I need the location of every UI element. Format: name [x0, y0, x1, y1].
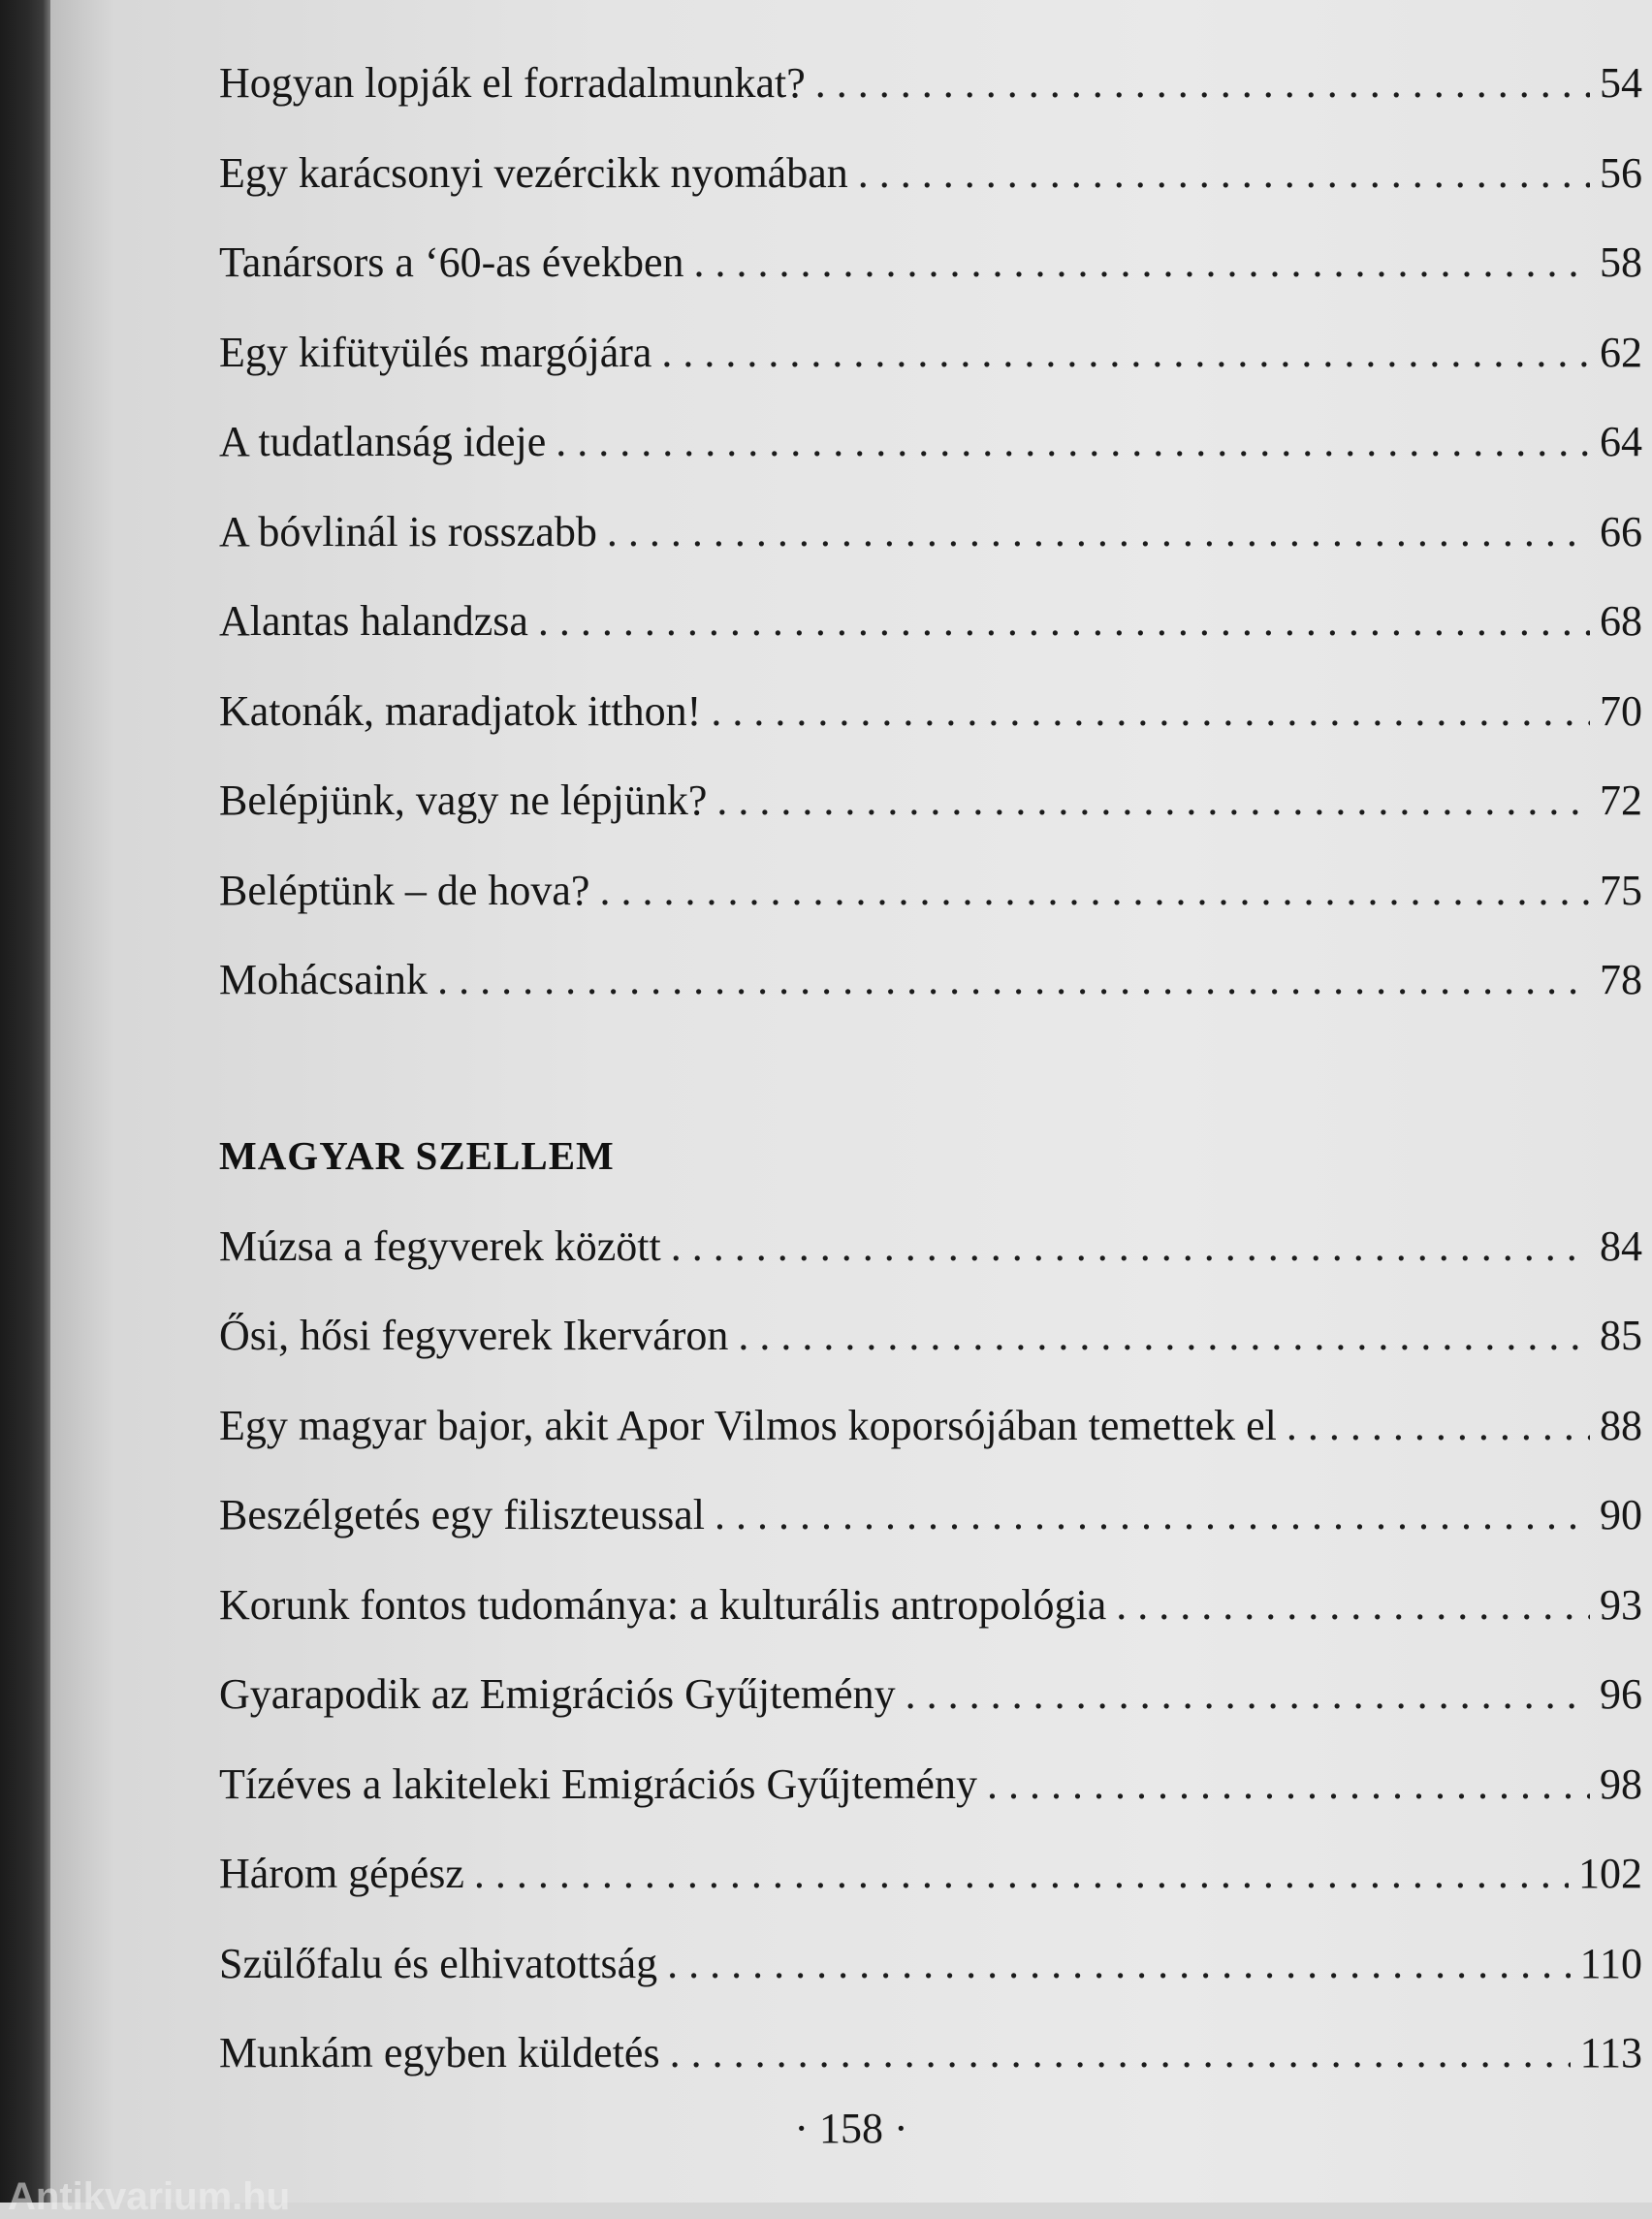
- toc-entry: [219, 1939, 1642, 2029]
- toc-entry-title: Egy magyar bajor, akit Apor Vilmos koporsójában temettek el: [219, 1401, 1277, 1449]
- toc-leader-dots: [905, 1669, 1590, 1719]
- section-gap: [219, 1045, 1642, 1132]
- toc-entry-title: Mohácsaink: [219, 956, 429, 1003]
- toc-entry: [219, 507, 1642, 597]
- toc-entry-title: Munkám egyben küldetés: [219, 2029, 660, 2076]
- toc-entry-title: Múzsa a fegyverek között: [219, 1221, 661, 1270]
- watermark-logo: Antikvarium.hu: [8, 2175, 291, 2218]
- toc-entry-page-number: 85: [1600, 1312, 1642, 1359]
- toc-entry-title: Gyarapodik az Emigrációs Gyűjtemény: [219, 1670, 896, 1718]
- toc-entry: [219, 776, 1642, 866]
- toc-entry-page-number: 110: [1579, 1939, 1642, 1987]
- toc-entry-page-number: 75: [1600, 866, 1642, 914]
- toc-entry-page-number: 70: [1600, 686, 1642, 735]
- toc-entry-page-number: 96: [1600, 1670, 1642, 1718]
- toc-entry-title: Tízéves a lakiteleki Emigrációs Gyűjtemény: [219, 1759, 977, 1808]
- toc-entry-page-number: 58: [1600, 238, 1642, 286]
- toc-entry-page-number: 102: [1578, 1850, 1642, 1897]
- toc-leader-dots: [670, 2028, 1571, 2077]
- toc-leader-dots: [671, 1221, 1590, 1271]
- toc-entry-page-number: 88: [1600, 1401, 1642, 1449]
- toc-entry: [219, 596, 1642, 686]
- toc-leader-dots: [858, 148, 1590, 198]
- toc-entry-title: A tudatlanság ideje: [219, 418, 547, 465]
- toc-entry-page-number: 84: [1600, 1221, 1642, 1270]
- toc-leader-dots: [711, 686, 1590, 736]
- toc-entry-title: Hogyan lopják el forradalmunkat?: [219, 59, 806, 107]
- toc-leader-dots: [716, 776, 1590, 825]
- toc-leader-dots: [599, 866, 1590, 915]
- toc-leader-dots: [1116, 1580, 1590, 1630]
- toc-entry-title: Belépjünk, vagy ne lépjünk?: [219, 777, 708, 824]
- toc-leader-dots: [987, 1759, 1590, 1809]
- toc-entry-title: Katonák, maradjatok itthon!: [219, 686, 702, 735]
- toc-leader-dots: [474, 1849, 1569, 1898]
- toc-entry-title: Korunk fontos tudománya: a kulturális antropológia: [219, 1580, 1107, 1629]
- toc-leader-dots: [538, 596, 1590, 646]
- toc-entry: [219, 1849, 1642, 1939]
- toc-entry: [219, 955, 1642, 1045]
- toc-entry-page-number: 54: [1600, 59, 1642, 107]
- toc-entry: [219, 1580, 1642, 1670]
- toc-entry-title: Alantas halandzsa: [219, 597, 528, 645]
- toc-entry-page-number: 113: [1579, 2029, 1642, 2076]
- toc-leader-dots: [556, 417, 1590, 466]
- toc-entry-page-number: 66: [1600, 507, 1642, 555]
- toc-entry: [219, 58, 1642, 148]
- book-spine: [0, 0, 50, 2203]
- book-page: [50, 0, 1652, 2203]
- toc-leader-dots: [694, 238, 1591, 287]
- toc-leader-dots: [1287, 1401, 1590, 1450]
- toc-entry-page-number: 90: [1600, 1491, 1642, 1538]
- toc-entry: [219, 1221, 1642, 1312]
- toc-entry: [219, 686, 1642, 777]
- toc-entry: [219, 866, 1642, 956]
- toc-entry-title: Beléptünk – de hova?: [219, 866, 590, 914]
- toc-entry-title: Egy kifütyülés margójára: [219, 328, 652, 376]
- toc-entry-page-number: 78: [1600, 956, 1642, 1003]
- toc-entry: [219, 148, 1642, 238]
- toc-entry: [219, 238, 1642, 328]
- toc-entries-group: [219, 58, 1642, 1045]
- section-heading: MAGYAR SZELLEM: [219, 1132, 615, 1178]
- toc-entry-page-number: 68: [1600, 597, 1642, 645]
- page-number-footer: · 158 ·: [794, 2105, 908, 2152]
- toc-entry: [219, 1669, 1642, 1759]
- toc-entry: [219, 328, 1642, 418]
- toc-leader-dots: [607, 507, 1590, 556]
- toc-entry-title: Egy karácsonyi vezércikk nyomában: [219, 148, 848, 197]
- toc-entry-title: Ősi, hősi fegyverek Ikerváron: [219, 1312, 729, 1359]
- toc-leader-dots: [661, 328, 1590, 377]
- toc-section-entries-group: [219, 1221, 1642, 2118]
- toc-entry-page-number: 64: [1600, 418, 1642, 465]
- toc-entry: [219, 1401, 1642, 1491]
- toc-leader-dots: [667, 1939, 1571, 1988]
- table-of-contents: [219, 58, 1642, 2118]
- toc-entry: [219, 1490, 1642, 1580]
- toc-entry-title: A bóvlinál is rosszabb: [219, 507, 597, 555]
- toc-leader-dots: [815, 58, 1590, 108]
- toc-entry-title: Tanársors a ‘60-as években: [219, 238, 684, 286]
- toc-entry: [219, 1759, 1642, 1850]
- toc-entry: [219, 417, 1642, 507]
- toc-leader-dots: [715, 1490, 1590, 1539]
- toc-entry-page-number: 56: [1600, 148, 1642, 197]
- toc-entry-page-number: 62: [1600, 328, 1642, 376]
- toc-entry-page-number: 98: [1600, 1759, 1642, 1808]
- toc-entry-title: Szülőfalu és elhivatottság: [219, 1939, 658, 1987]
- toc-entry-page-number: 93: [1600, 1580, 1642, 1629]
- toc-entry-page-number: 72: [1600, 777, 1642, 824]
- toc-entry-title: Három gépész: [219, 1850, 464, 1897]
- toc-entry-title: Beszélgetés egy filiszteussal: [219, 1491, 705, 1538]
- toc-leader-dots: [437, 955, 1590, 1004]
- toc-leader-dots: [738, 1311, 1590, 1360]
- toc-entry: [219, 1311, 1642, 1401]
